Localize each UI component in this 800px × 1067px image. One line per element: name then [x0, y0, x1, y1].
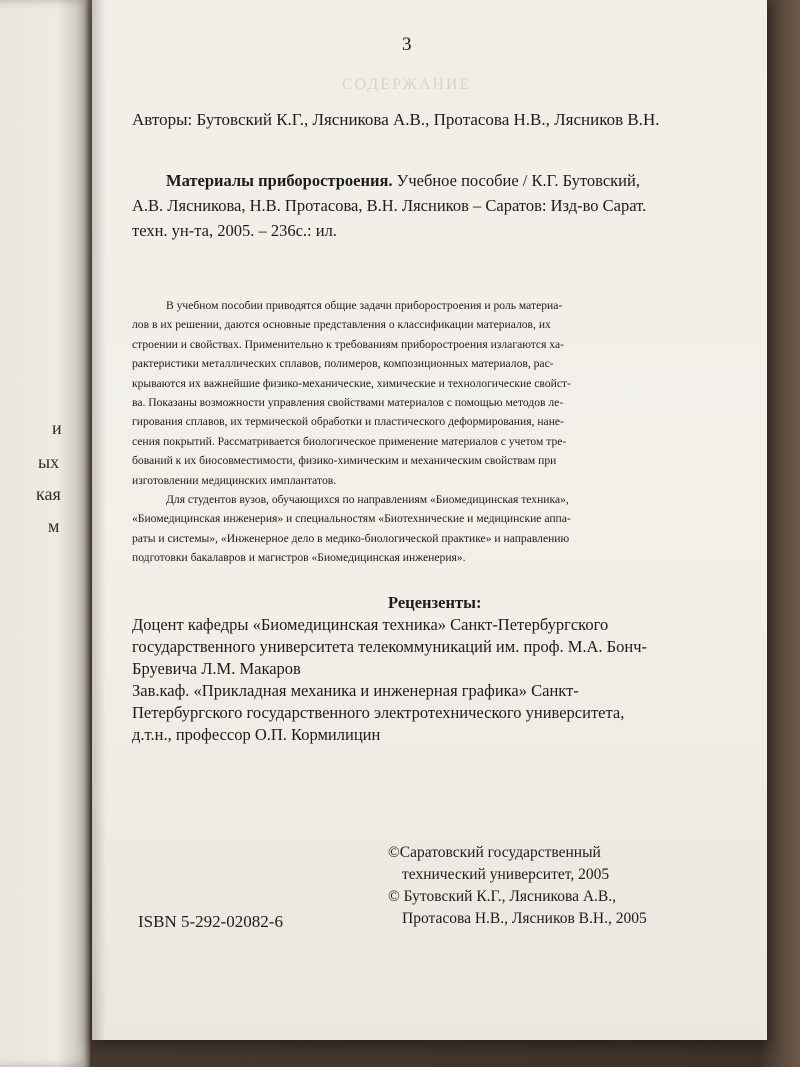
abstract-line: крываются их важнейшие физико-механические, химические и технологические свойст-	[132, 376, 571, 390]
abstract-line: строении и свойствах. Применительно к требованиям приборостроения излагаются ха-	[132, 337, 564, 351]
left-facing-page	[0, 0, 90, 1067]
abstract-line: бований к их биосовместимости, физико-химическим и механическим свойствам при	[132, 454, 557, 468]
reviewer-line: Петербургского государственного электротехнического университета,	[132, 703, 625, 722]
abstract-line: В учебном пособии приводятся общие задачи приборостроения и роль материа-	[166, 299, 563, 312]
authors-line: Авторы: Бутовский К.Г., Лясникова А.В., Протасова Н.В., Лясников В.Н.	[132, 110, 660, 129]
left-page-fragment: кая	[36, 484, 61, 504]
copyright-line: ©Саратовский государственный	[388, 844, 601, 861]
reviewers-list	[132, 614, 717, 746]
reviewer-line: Бруевича Л.М. Макаров	[132, 659, 301, 678]
bibliographic-entry	[132, 168, 714, 243]
abstract-line: ва. Показаны возможности управления свойствами материалов с помощью методов ле-	[132, 396, 564, 410]
biblio-line-1-rest: Учебное пособие / К.Г. Бутовский,	[392, 171, 640, 190]
left-page-fragment: и	[52, 418, 62, 438]
page-number: 3	[402, 34, 412, 55]
page-gutter-shadow	[92, 0, 106, 1040]
audience-line: «Биомедицинская инженерия» и специальностям «Биотехнические и медицинские аппа-	[132, 512, 571, 526]
book-title: Материалы приборостроения.	[166, 171, 393, 190]
isbn: ISBN 5-292-02082-6	[138, 912, 283, 931]
copyright-line: © Бутовский К.Г., Лясникова А.В.,	[388, 888, 617, 905]
reviewer-line: д.т.н., профессор О.П. Кормилицин	[132, 725, 381, 744]
copyright-line: Протасова Н.В., Лясников В.Н., 2005	[402, 910, 647, 927]
left-page-fragment: ых	[38, 452, 60, 472]
abstract	[132, 296, 717, 568]
copyright-line: технический университет, 2005	[402, 866, 610, 883]
reviewers-heading: Рецензенты:	[388, 593, 482, 612]
biblio-line-1	[132, 168, 714, 193]
abstract-line: сения покрытий. Рассматривается биологическое применение материалов с учетом тре-	[132, 434, 567, 448]
copyright-block	[388, 842, 647, 930]
abstract-line: изготовлении медицинских имплантатов.	[132, 473, 337, 487]
reviewer-line: Доцент кафедры «Биомедицинская техника» Санкт-Петербургского	[132, 615, 609, 634]
left-page-fragment: м	[48, 516, 60, 536]
reviewer-line: государственного университета телекоммуникаций им. проф. М.А. Бонч-	[132, 637, 648, 656]
biblio-line-3: техн. ун-та, 2005. – 236с.: ил.	[132, 221, 337, 240]
reviewer-line: Зав.каф. «Прикладная механика и инженерная графика» Санкт-	[132, 681, 579, 700]
abstract-line: лов в их решении, даются основные представления о классификации материалов, их	[132, 318, 551, 332]
biblio-line-2: А.В. Лясникова, Н.В. Протасова, В.Н. Лясников – Саратов: Изд-во Сарат.	[132, 196, 647, 215]
audience-line: раты и системы», «Инженерное дело в медико-биологической практике» и направлению	[132, 531, 570, 545]
abstract-line: гирования сплавов, их термической обработки и пластического деформирования, нане-	[132, 415, 564, 429]
show-through-heading: СОДЕРЖАНИЕ	[342, 76, 472, 93]
book-page	[92, 0, 767, 1040]
abstract-line: рактеристики металлических сплавов, полимеров, композиционных материалов, рас-	[132, 357, 554, 371]
audience-line: Для студентов вузов, обучающихся по направлениям «Биомедицинская техника»,	[166, 493, 569, 507]
audience-line: подготовки бакалавров и магистров «Биомедицинская инженерия».	[132, 551, 466, 565]
